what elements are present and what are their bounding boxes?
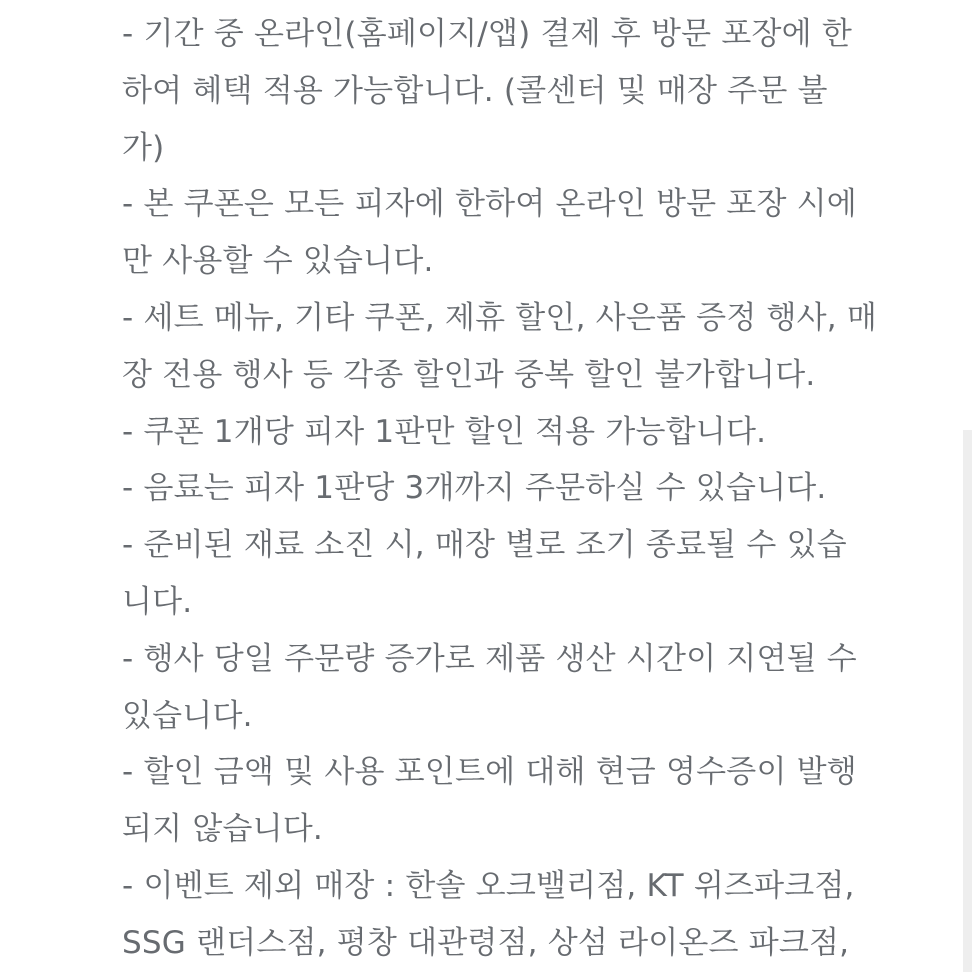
scrollbar-track[interactable] (963, 430, 972, 972)
notice-line: 장 전용 행사 등 각종 할인과 중복 할인 불가합니다. (122, 356, 816, 393)
event-notice-text (122, 6, 922, 972)
notice-line: SSG 랜더스점, 평창 대관령점, 상섬 라이온즈 파크점, (122, 924, 850, 961)
notice-line: - 본 쿠폰은 모든 피자에 한하여 온라인 방문 포장 시에 (122, 186, 857, 223)
notice-line: - 세트 메뉴, 기타 쿠폰, 제휴 할인, 사은품 증정 행사, 매 (122, 299, 878, 336)
notice-line: - 이벤트 제외 매장 : 한솔 오크밸리점, KT 위즈파크점, (122, 867, 855, 904)
notice-line: 가) (122, 129, 165, 166)
notice-line: - 준비된 재료 소진 시, 매장 별로 조기 종료될 수 있습 (122, 527, 847, 564)
notice-line: - 행사 당일 주문량 증가로 제품 생산 시간이 지연될 수 (122, 640, 857, 677)
notice-line: 있습니다. (122, 697, 253, 734)
notice-line: - 할인 금액 및 사용 포인트에 대해 현금 영수증이 발행 (122, 754, 857, 791)
notice-line: 하여 혜택 적용 가능합니다. (콜센터 및 매장 주문 불 (122, 72, 828, 109)
notice-line: 되지 않습니다. (122, 811, 323, 848)
notice-line: 만 사용할 수 있습니다. (122, 243, 434, 280)
notice-line: - 음료는 피자 1판당 3개까지 주문하실 수 있습니다. (122, 470, 827, 507)
notice-line: - 기간 중 온라인(홈페이지/앱) 결제 후 방문 포장에 한 (122, 16, 852, 52)
notice-line: 니다. (122, 583, 193, 620)
notice-line: - 쿠폰 1개당 피자 1판만 할인 적용 가능합니다. (122, 413, 767, 450)
